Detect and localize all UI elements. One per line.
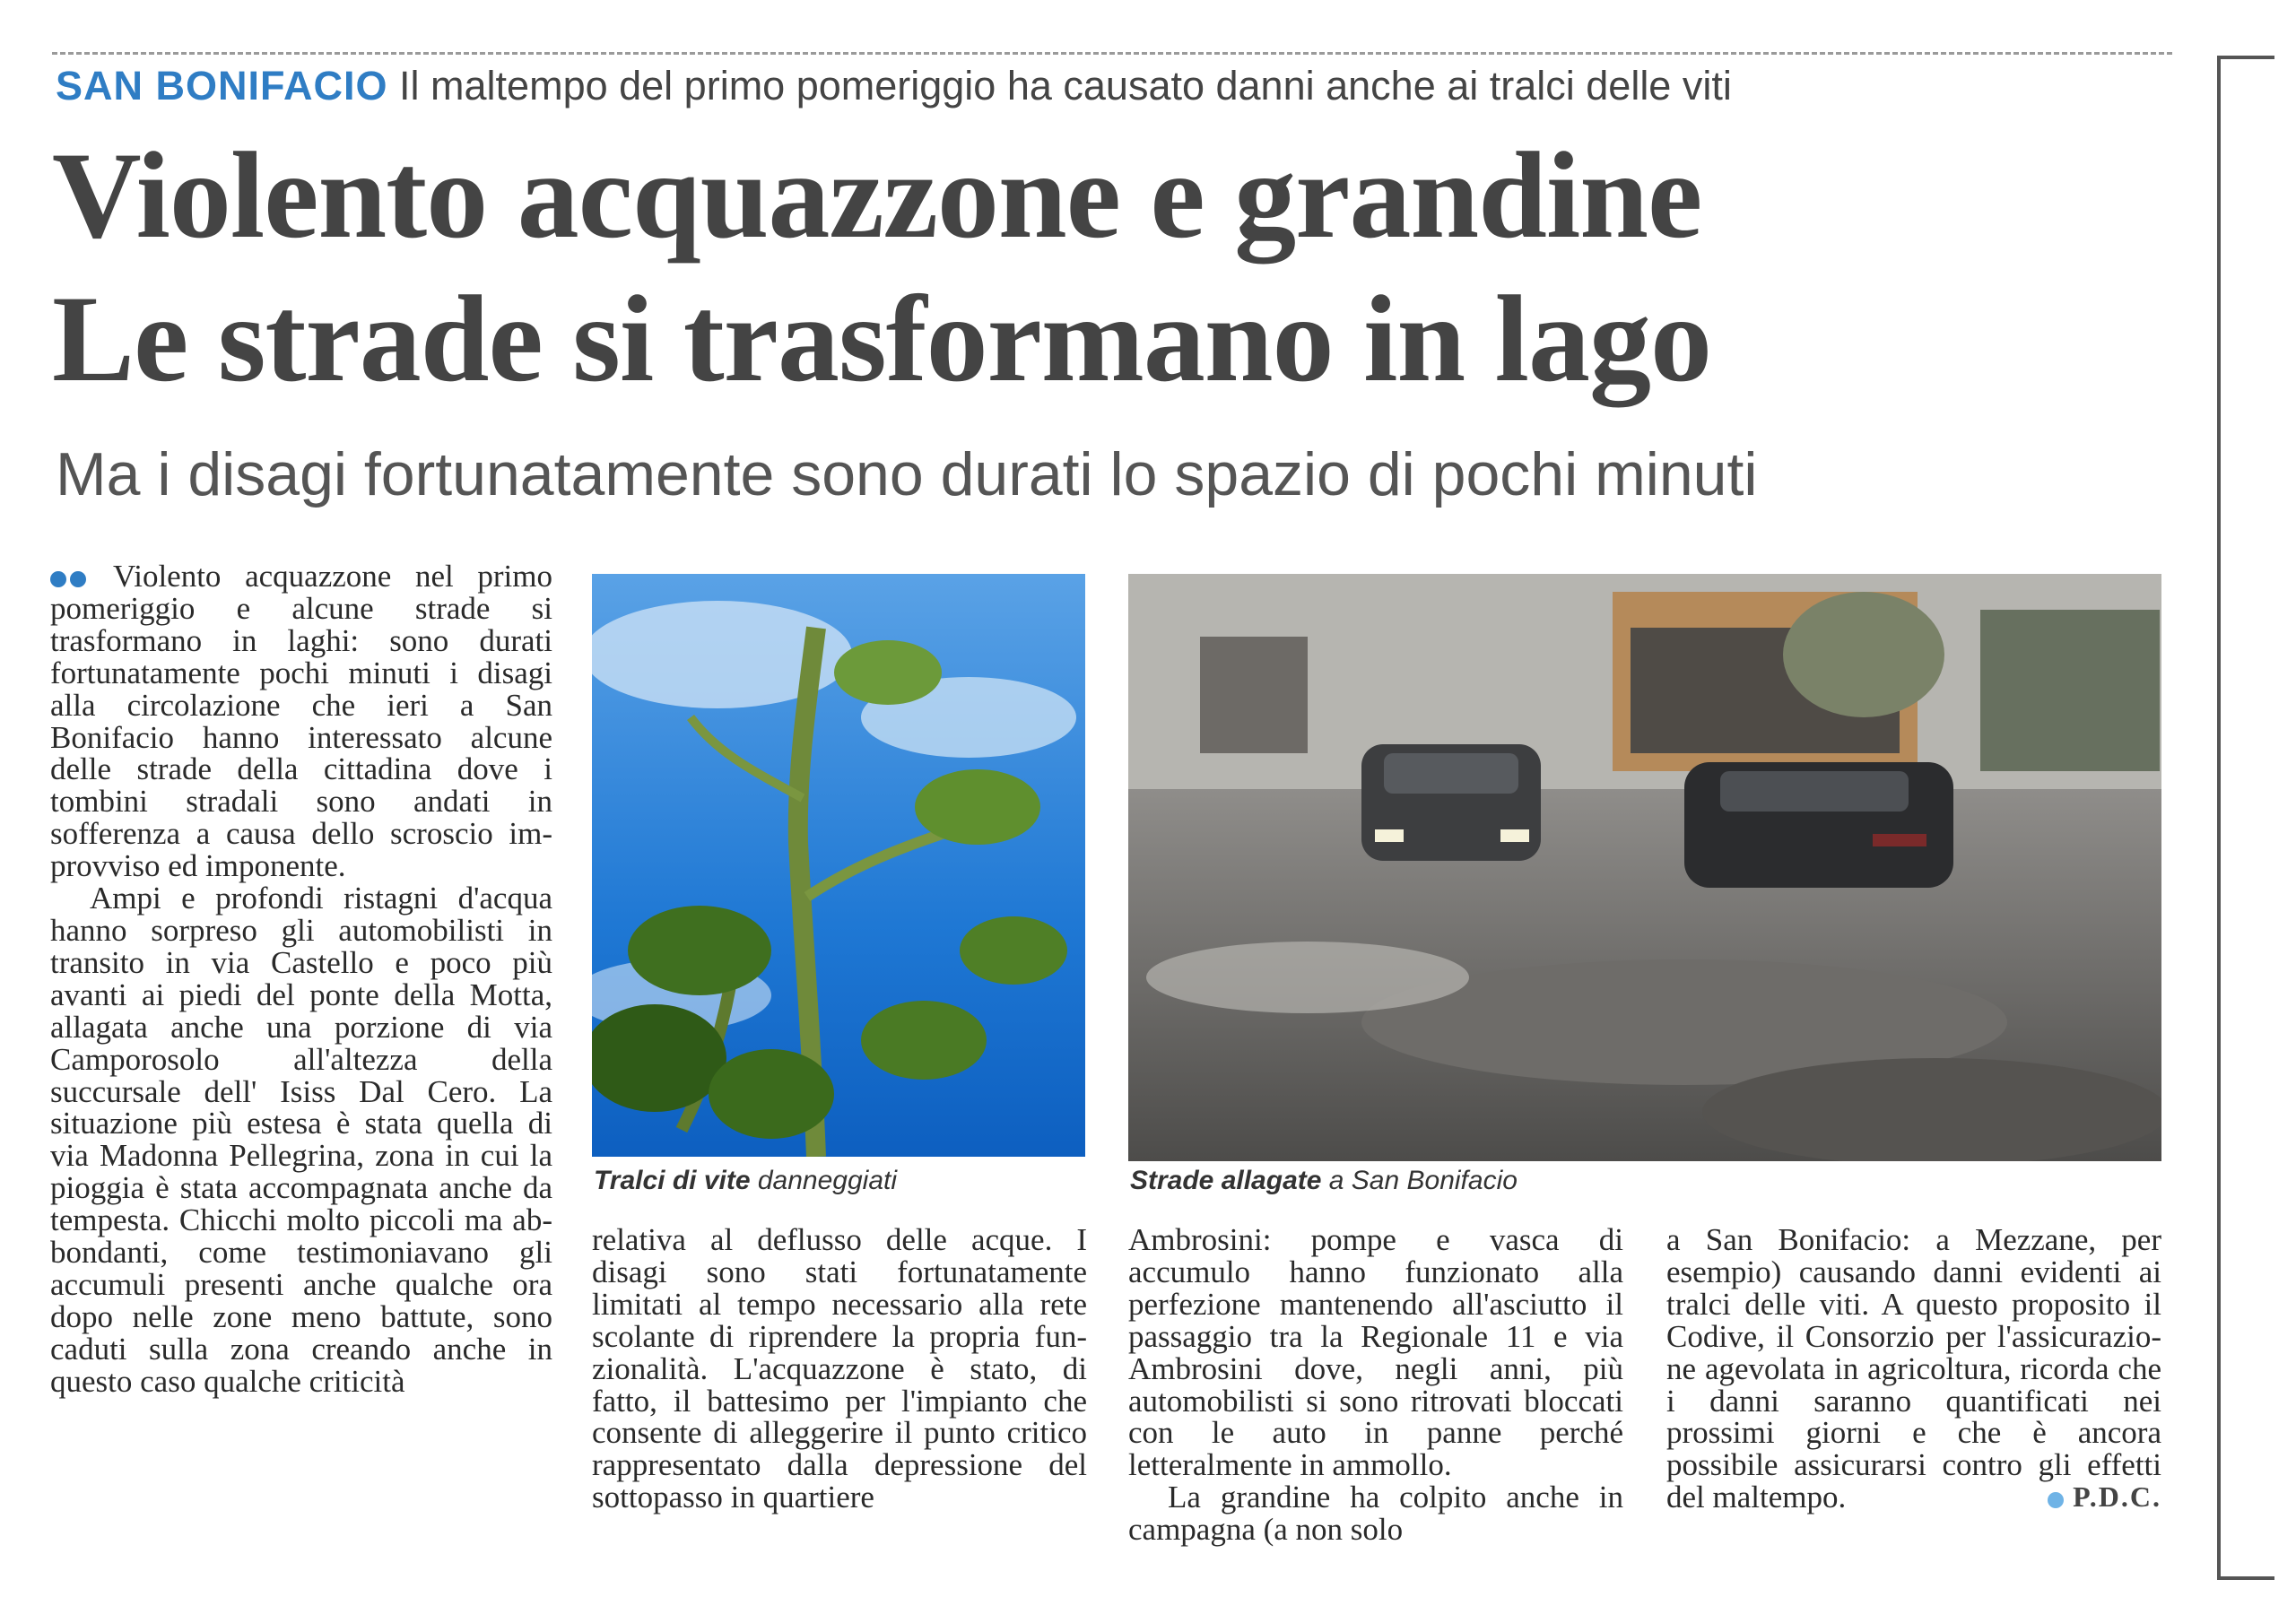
caption-2-bold: Strade allagate [1130,1166,1322,1195]
car-1 [1361,744,1541,861]
car-2 [1684,762,1953,888]
byline [2048,1481,2161,1514]
byline-text: P.D.C. [2073,1480,2161,1514]
kicker-place: SAN BONIFACIO [56,63,388,108]
headline [52,124,2205,411]
kicker-text: Il maltempo del primo pomeriggio ha causato danni anche ai tralci delle viti [399,63,1732,108]
vine-photo [592,574,1085,1157]
right-margin-bracket [2217,56,2274,1580]
caption-1-bold: Tralci di vite [594,1166,751,1195]
caption-1-rest: danneggiati [757,1166,898,1195]
paragraph-2: Ampi e profondi ristagni d'acqua hanno sorpreso gli automobilisti in transito in via Castello e poco più avanti ai piedi del ponte della Motta, allagata anche una porzione di via Camporosolo all'altezza della succursale dell' Isiss Dal Cero. La situazione più estesa è stata quella di via Madonna Pellegrina, zona in cui la pioggia è stata accompagnata anche da tempesta. Chicchi molto piccoli ma abbondanti, come testimoniavano gli accumuli presenti anche qualche ora dopo nelle zone meno battute, sono caduti sulla zona creando anche in questo caso qualche criticità [50,881,552,1399]
subheadline: Ma i disagi fortunatamente sono durati lo spazio di pochi minuti [56,440,1758,508]
article-column-4 [1666,1224,2161,1574]
kicker [56,63,2190,109]
photo-caption-2 [1130,1166,1518,1196]
paragraph-5: La grandine ha colpito anche in campagna (a non solo [1128,1480,1623,1548]
bullet-dot-icon [70,571,86,587]
paragraph-4: Ambrosini: pompe e vasca di accumulo hanno funzionato alla perfezione mantenendo all'asciutto il passaggio tra la Regionale 11 e via Ambrosini dove, negli anni, più automobilisti si sono ritrovati bloccati con le auto in panne perché letteralmente in ammollo. [1128,1222,1623,1483]
article-column-1 [50,560,552,1574]
photo-caption-1 [594,1166,897,1196]
headline-line-1: Violento acquazzone e grandine [52,126,1702,264]
caption-2-rest: a San Bonifacio [1328,1166,1518,1195]
paragraph-3: relativa al deflusso delle acque. I disagi sono stati fortunatamente limitati al tempo necessario alla rete scolante di riprendere la propria funzionalità. L'acquazzone è stato, di fatto, il battesimo per l'impianto che consente di alleggerire il punto critico rappresentato dalla depressione del sottopasso in quartiere [592,1222,1087,1515]
article-column-2 [592,1224,1087,1574]
bullet-dot-icon [50,571,66,587]
paragraph-6: a San Bonifacio: a Mezzane, per esempio) causando danni evidenti ai tralci delle viti. A questo proposito il Codive, il Consorzio per l'assicurazione agevolata in agricoltura, ricorda che i danni saranno quantificati nei prossimi giorni e che è ancora possibile assicurarsi contro gli effetti del maltempo. [1666,1222,2161,1515]
paragraph-1: Violento acquazzone nel primo pomeriggio e alcune strade si trasformano in laghi: sono durati fortunatamente pochi minuti i disagi alla circolazione che ieri a San Bonifacio hanno interessato alcune delle strade della cittadina dove i tombini stradali sono andati in sofferenza a causa dello scroscio improvviso ed imponente. [50,559,553,884]
headline-line-2: Le strade si trasformano in lago [52,270,1712,407]
flooded-street-photo [1128,574,2161,1161]
byline-dot-icon [2048,1492,2064,1508]
top-rule [52,52,2172,55]
article-column-3 [1128,1224,1623,1574]
